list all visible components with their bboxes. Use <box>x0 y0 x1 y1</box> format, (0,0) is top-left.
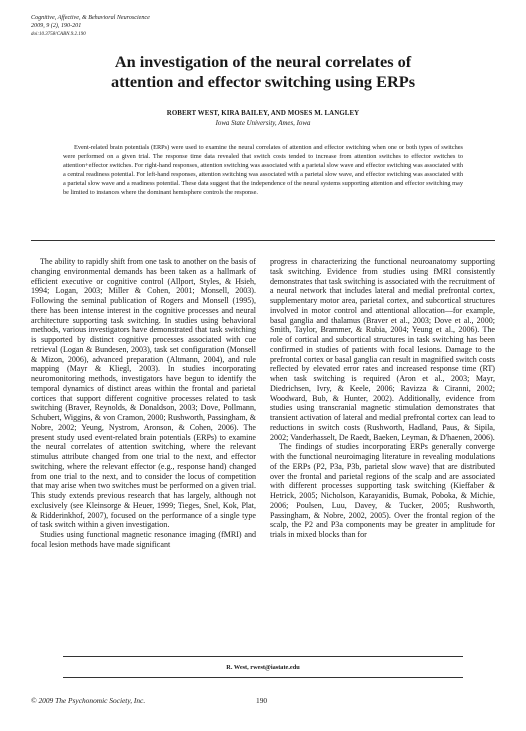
left-column <box>31 257 256 550</box>
correspondence-email: R. West, rwest@iastate.edu <box>226 664 300 671</box>
journal-header <box>31 15 150 39</box>
body-paragraph: The ability to rapidly shift from one task to another on the basis of changing environmental demands has been taken as a hallmark of efficient executive or cognitive control (Allport, Styles, & Hsieh, 1994; Logan, 2003; Miller & Cohen, 2001; Monsell, 2003). Following the seminal publication of Rogers and Monsell (1995), there has been intense interest in the cognitive processes and neural architecture supporting task switching. In studies using behavioral methods, various investigators have demonstrated that task switching is supported by distinct cognitive processes associated with cue retrieval (Logan & Bundesen, 2003), task set configuration (Monsell & Mizon, 2006), advanced preparation (Altmann, 2004), and rule mapping (Mayr & Kliegl, 2003). In studies incorporating neuromonitoring methods, investigators have begun to identify the temporal dynamics of distinct areas within the frontal and parietal cortices that support different cognitive processes related to task switching (Braver, Reynolds, & Donaldson, 2003; Dove, Pollmann, Schubert, Wiggins, & von Cramon, 2000; Rushworth, Passingham, & Nobre, 2002; Yeung, Nystrom, Aronson, & Cohen, 2006). The present study used event-related brain potentials (ERPs) to examine the neural correlates of attention switching, where the relevant stimulus attribute changed from one trial to the next, and effector switching, where the relevant effector (e.g., response hand) changed from one trial to the next, and to consider the locus of competition that may arise when two switches must be performed on a given trial. This study extends previous research that has largely, although not exclusively (see Kleinsorge & Heuer, 1999; Tieges, Snel, Kok, Plat, & Ridderinkhof, 2007), focused on the performance of a single type of task switch within a given investigation. <box>31 257 256 530</box>
article-title <box>40 52 486 92</box>
abstract: Event-related brain potentials (ERPs) were used to examine the neural correlates of attention and effector switching when one or both types of switches were performed on a given trial. The response time data revealed that switch costs tended to increase from attention switches to effector switches to attention+effector switches. For right-hand responses, attention switching was associated with a parietal slow wave and effector switching was associated with a central readiness potential. For left-hand responses, attention switching was associated with a parietal slow wave, and effector switching was associated with a parietal slow wave and a readiness potential. These data suggest that the independence of the neural systems supporting attention and effector switching may be limited to instances where the dominant hemisphere controls the response. <box>63 144 463 197</box>
title-line-1: An investigation of the neural correlates of <box>114 52 412 71</box>
journal-name: Cognitive, Affective, & Behavioral Neuroscience <box>31 15 150 21</box>
section-divider <box>31 240 495 241</box>
right-column <box>270 257 495 540</box>
page-number: 190 <box>256 696 268 705</box>
body-paragraph: The findings of studies incorporating ERPs generally converge with the functional neuroimaging literature in revealing modulations of the ERPs (P2, P3a, P3b, parietal slow wave) that are distributed over the frontal and parietal regions of the scalp and are associated with different processes supporting task switching (Kieffaber & Hetrick, 2005; Nicholson, Karayanidis, Bumak, Poboka, & Michie, 2006; Poulsen, Luu, Davey, & Tucker, 2005; Rushworth, Passingham, & Nobre, 2002, 2005). Over the frontal region of the scalp, the P2 and P3a components may be greater in amplitude for trials in mixed blocks than for <box>270 442 495 539</box>
footnote-rule-bottom <box>63 677 463 678</box>
footnote-rule-top <box>63 656 463 657</box>
title-line-2: attention and effector switching using ERPs <box>110 72 416 91</box>
author-affiliation: Iowa State University, Ames, Iowa <box>215 120 311 127</box>
journal-doi: doi:10.3758/CABN.9.2.190 <box>31 31 86 37</box>
body-paragraph: Studies using functional magnetic resonance imaging (fMRI) and focal lesion methods have made significant <box>31 530 256 549</box>
journal-issue: 2009, 9 (2), 190-201 <box>31 22 82 29</box>
copyright-notice: © 2009 The Psychonomic Society, Inc. <box>31 696 146 705</box>
body-paragraph: progress in characterizing the functional neuroanatomy supporting task switching. Evidence from studies using fMRI consistently demonstrates that task switching is associated with the recruitment of a neural network that includes lateral and medial prefrontal cortex, supplementary motor area, parietal cortex, and subcortical structures involved in motor control and attentional allocation—for example, basal ganglia and thalamus (Braver et al., 2003; Dove et al., 2000; Smith, Taylor, Brammer, & Rubia, 2004; Yeung et al., 2006). The role of cortical and subcortical structures in task switching has been confirmed in studies of patients with focal lesions. Damage to the prefrontal cortex or basal ganglia can result in magnified switch costs reflected by elevated error rates and increased response time (RT) when task switching is required (Aron et al., 2003; Mayr, Diedrichsen, Ivry, & Keele, 2006; Ravizza & Ciranni, 2002; Woodward, Bub, & Hunter, 2002). Additionally, evidence from studies using transcranial magnetic stimulation demonstrates that transient activation of lateral and medial prefrontal cortex can lead to reductions in switch costs (Rushworth, Hadland, Paus, & Sipila, 2002; Vanderhasselt, De Raedt, Baeken, Leyman, & D'haenen, 2006). <box>270 257 495 442</box>
author-list: ROBERT WEST, KIRA BAILEY, AND MOSES M. LANGLEY <box>166 110 360 117</box>
